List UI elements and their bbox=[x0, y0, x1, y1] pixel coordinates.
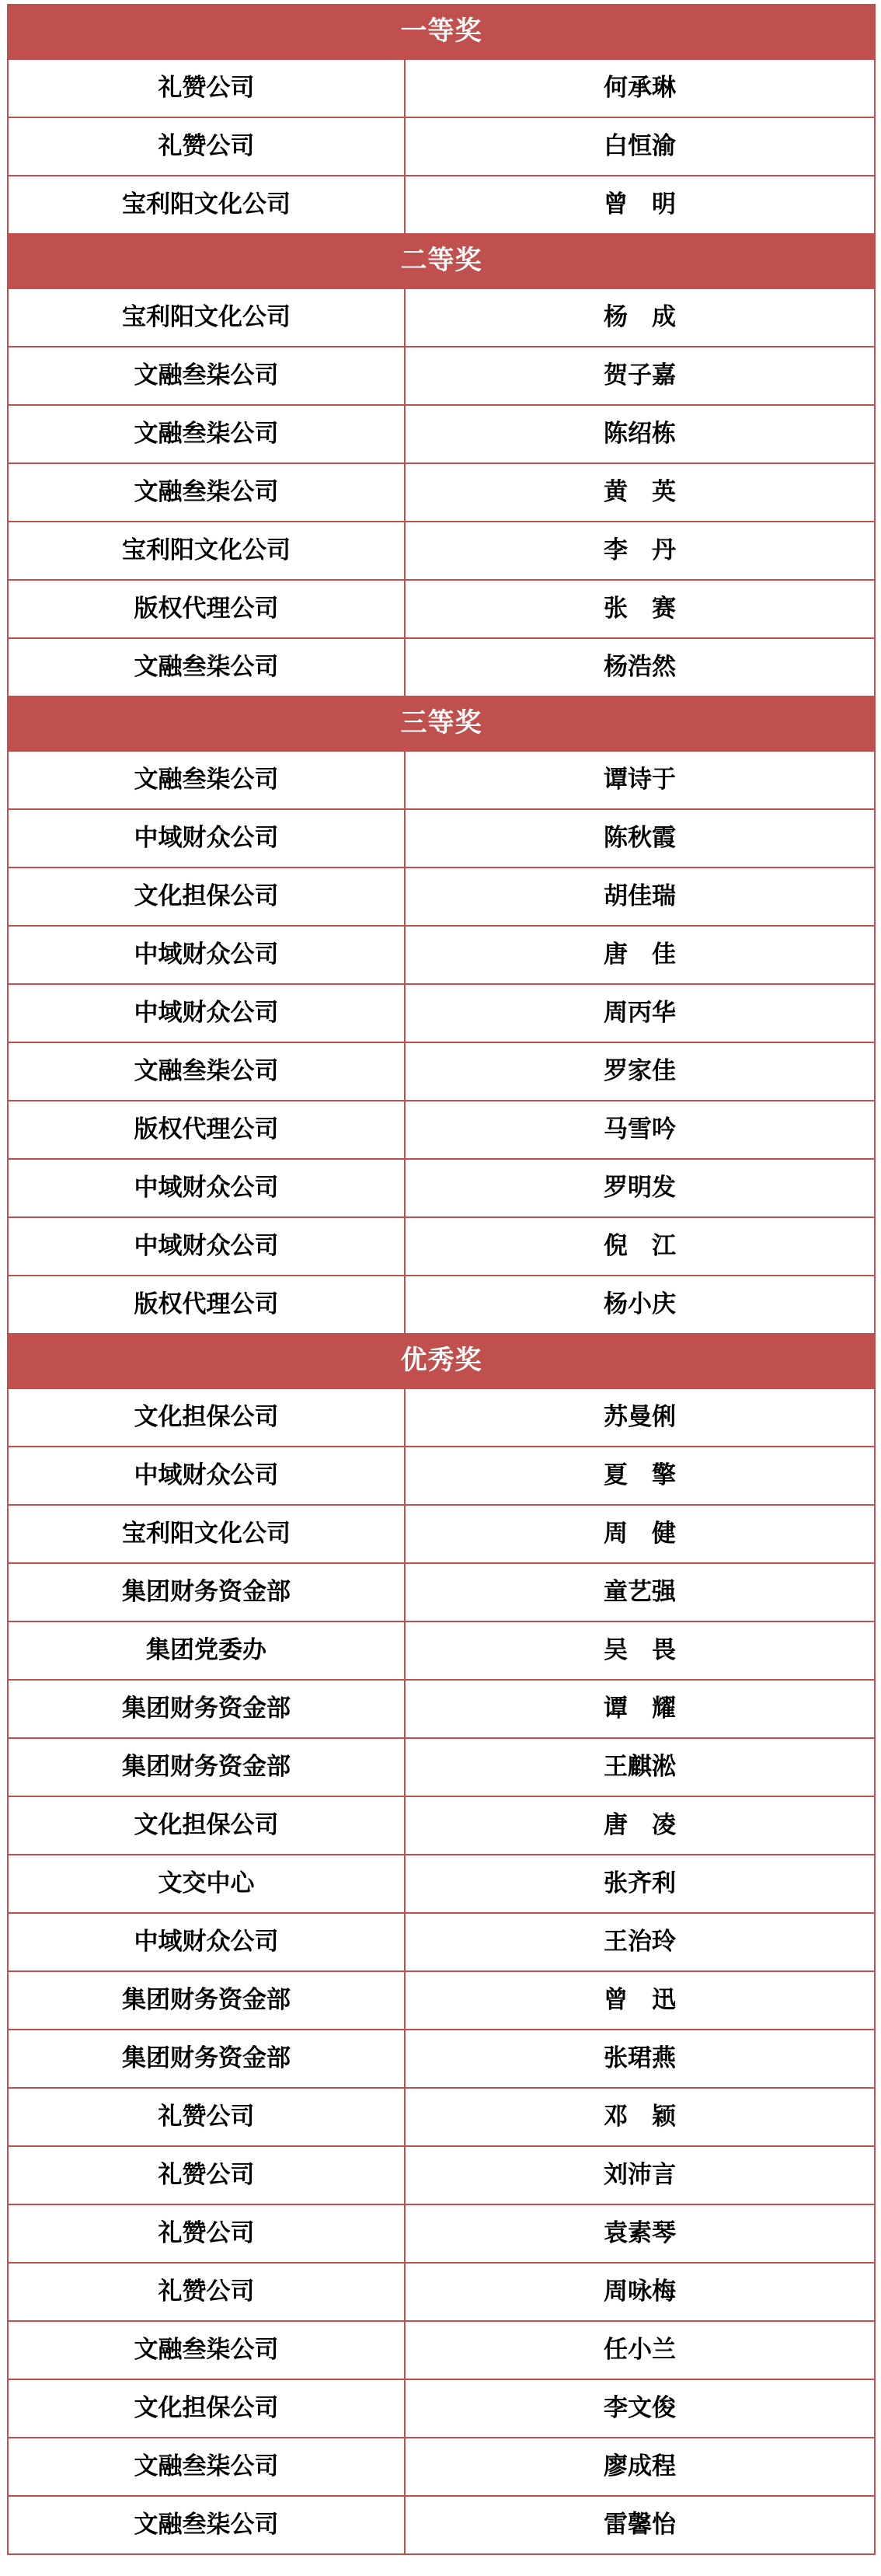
table-row bbox=[8, 1447, 875, 1505]
table-row bbox=[8, 809, 875, 867]
table-row bbox=[8, 984, 875, 1042]
org-cell: 中域财众公司 bbox=[8, 809, 405, 867]
table-row bbox=[8, 522, 875, 580]
name-cell: 任小兰 bbox=[405, 2321, 875, 2379]
table-row bbox=[8, 1621, 875, 1680]
name-cell: 王治玲 bbox=[405, 1913, 875, 1971]
table-row bbox=[8, 2263, 875, 2321]
table-row bbox=[8, 117, 875, 176]
name-cell: 谭诗于 bbox=[405, 751, 875, 809]
org-cell: 版权代理公司 bbox=[8, 1101, 405, 1159]
table-row bbox=[8, 288, 875, 347]
table-row bbox=[8, 1563, 875, 1621]
table-row bbox=[8, 2204, 875, 2263]
org-cell: 文化担保公司 bbox=[8, 1388, 405, 1447]
org-cell: 文融叁柒公司 bbox=[8, 2321, 405, 2379]
table-row bbox=[8, 176, 875, 234]
table-row bbox=[8, 2379, 875, 2438]
org-cell: 礼赞公司 bbox=[8, 59, 405, 117]
name-cell: 邓 颖 bbox=[405, 2088, 875, 2146]
table-row bbox=[8, 1913, 875, 1971]
table-row bbox=[8, 2438, 875, 2496]
award-section-header: 二等奖 bbox=[8, 234, 875, 288]
table-row bbox=[8, 926, 875, 984]
table-row bbox=[8, 1971, 875, 2030]
org-cell: 文化担保公司 bbox=[8, 2379, 405, 2438]
name-cell: 李文俊 bbox=[405, 2379, 875, 2438]
award-section-band bbox=[8, 1334, 875, 1388]
org-cell: 集团财务资金部 bbox=[8, 1563, 405, 1621]
name-cell: 袁素琴 bbox=[405, 2204, 875, 2263]
name-cell: 马雪吟 bbox=[405, 1101, 875, 1159]
table-row bbox=[8, 1159, 875, 1217]
org-cell: 文融叁柒公司 bbox=[8, 751, 405, 809]
org-cell: 文融叁柒公司 bbox=[8, 463, 405, 522]
name-cell: 夏 擎 bbox=[405, 1447, 875, 1505]
org-cell: 文融叁柒公司 bbox=[8, 1042, 405, 1101]
org-cell: 中域财众公司 bbox=[8, 1159, 405, 1217]
name-cell: 王麒淞 bbox=[405, 1738, 875, 1796]
table-row bbox=[8, 751, 875, 809]
org-cell: 集团财务资金部 bbox=[8, 2030, 405, 2088]
org-cell: 文化担保公司 bbox=[8, 1796, 405, 1855]
table-row bbox=[8, 59, 875, 117]
table-row bbox=[8, 638, 875, 696]
name-cell: 罗家佳 bbox=[405, 1042, 875, 1101]
name-cell: 陈绍栋 bbox=[405, 405, 875, 463]
table-row bbox=[8, 347, 875, 405]
org-cell: 礼赞公司 bbox=[8, 2263, 405, 2321]
name-cell: 吴 畏 bbox=[405, 1621, 875, 1680]
award-section-band bbox=[8, 696, 875, 751]
org-cell: 中域财众公司 bbox=[8, 1447, 405, 1505]
org-cell: 宝利阳文化公司 bbox=[8, 176, 405, 234]
name-cell: 廖成程 bbox=[405, 2438, 875, 2496]
name-cell: 雷馨怡 bbox=[405, 2496, 875, 2554]
table-row bbox=[8, 1042, 875, 1101]
awards-table-wrapper bbox=[7, 4, 874, 2555]
table-row bbox=[8, 2030, 875, 2088]
table-row bbox=[8, 1505, 875, 1563]
table-row bbox=[8, 2088, 875, 2146]
table-row bbox=[8, 1217, 875, 1276]
org-cell: 宝利阳文化公司 bbox=[8, 522, 405, 580]
name-cell: 周 健 bbox=[405, 1505, 875, 1563]
table-row bbox=[8, 867, 875, 926]
name-cell: 张珺燕 bbox=[405, 2030, 875, 2088]
name-cell: 谭 耀 bbox=[405, 1680, 875, 1738]
org-cell: 宝利阳文化公司 bbox=[8, 1505, 405, 1563]
name-cell: 胡佳瑞 bbox=[405, 867, 875, 926]
name-cell: 张齐利 bbox=[405, 1855, 875, 1913]
org-cell: 文交中心 bbox=[8, 1855, 405, 1913]
name-cell: 何承琳 bbox=[405, 59, 875, 117]
table-row bbox=[8, 2146, 875, 2204]
name-cell: 杨浩然 bbox=[405, 638, 875, 696]
org-cell: 文融叁柒公司 bbox=[8, 2496, 405, 2554]
table-row bbox=[8, 1796, 875, 1855]
table-row bbox=[8, 405, 875, 463]
name-cell: 陈秋霞 bbox=[405, 809, 875, 867]
name-cell: 曾 明 bbox=[405, 176, 875, 234]
name-cell: 倪 江 bbox=[405, 1217, 875, 1276]
name-cell: 曾 迅 bbox=[405, 1971, 875, 2030]
awards-table bbox=[7, 4, 876, 2555]
name-cell: 唐 凌 bbox=[405, 1796, 875, 1855]
org-cell: 文融叁柒公司 bbox=[8, 347, 405, 405]
name-cell: 杨 成 bbox=[405, 288, 875, 347]
org-cell: 礼赞公司 bbox=[8, 2204, 405, 2263]
award-section-band bbox=[8, 234, 875, 288]
table-row bbox=[8, 1855, 875, 1913]
name-cell: 周咏梅 bbox=[405, 2263, 875, 2321]
name-cell: 白恒渝 bbox=[405, 117, 875, 176]
org-cell: 宝利阳文化公司 bbox=[8, 288, 405, 347]
name-cell: 苏曼俐 bbox=[405, 1388, 875, 1447]
org-cell: 文融叁柒公司 bbox=[8, 405, 405, 463]
table-row bbox=[8, 580, 875, 638]
org-cell: 文化担保公司 bbox=[8, 867, 405, 926]
table-row bbox=[8, 2321, 875, 2379]
award-section-band bbox=[8, 5, 875, 59]
org-cell: 版权代理公司 bbox=[8, 1276, 405, 1334]
name-cell: 黄 英 bbox=[405, 463, 875, 522]
name-cell: 杨小庆 bbox=[405, 1276, 875, 1334]
org-cell: 版权代理公司 bbox=[8, 580, 405, 638]
name-cell: 罗明发 bbox=[405, 1159, 875, 1217]
award-section-header: 一等奖 bbox=[8, 5, 875, 59]
org-cell: 礼赞公司 bbox=[8, 2088, 405, 2146]
name-cell: 张 赛 bbox=[405, 580, 875, 638]
award-section-header: 优秀奖 bbox=[8, 1334, 875, 1388]
table-row bbox=[8, 1388, 875, 1447]
org-cell: 文融叁柒公司 bbox=[8, 638, 405, 696]
org-cell: 集团党委办 bbox=[8, 1621, 405, 1680]
org-cell: 文融叁柒公司 bbox=[8, 2438, 405, 2496]
name-cell: 刘沛言 bbox=[405, 2146, 875, 2204]
table-row bbox=[8, 1738, 875, 1796]
table-row bbox=[8, 1276, 875, 1334]
name-cell: 唐 佳 bbox=[405, 926, 875, 984]
org-cell: 礼赞公司 bbox=[8, 117, 405, 176]
table-row bbox=[8, 1101, 875, 1159]
org-cell: 集团财务资金部 bbox=[8, 1738, 405, 1796]
name-cell: 童艺强 bbox=[405, 1563, 875, 1621]
org-cell: 中域财众公司 bbox=[8, 1217, 405, 1276]
org-cell: 中域财众公司 bbox=[8, 984, 405, 1042]
org-cell: 中域财众公司 bbox=[8, 926, 405, 984]
table-row bbox=[8, 463, 875, 522]
org-cell: 集团财务资金部 bbox=[8, 1680, 405, 1738]
table-row bbox=[8, 2496, 875, 2554]
org-cell: 中域财众公司 bbox=[8, 1913, 405, 1971]
org-cell: 礼赞公司 bbox=[8, 2146, 405, 2204]
award-section-header: 三等奖 bbox=[8, 696, 875, 751]
table-row bbox=[8, 1680, 875, 1738]
org-cell: 集团财务资金部 bbox=[8, 1971, 405, 2030]
name-cell: 贺子嘉 bbox=[405, 347, 875, 405]
name-cell: 李 丹 bbox=[405, 522, 875, 580]
name-cell: 周丙华 bbox=[405, 984, 875, 1042]
